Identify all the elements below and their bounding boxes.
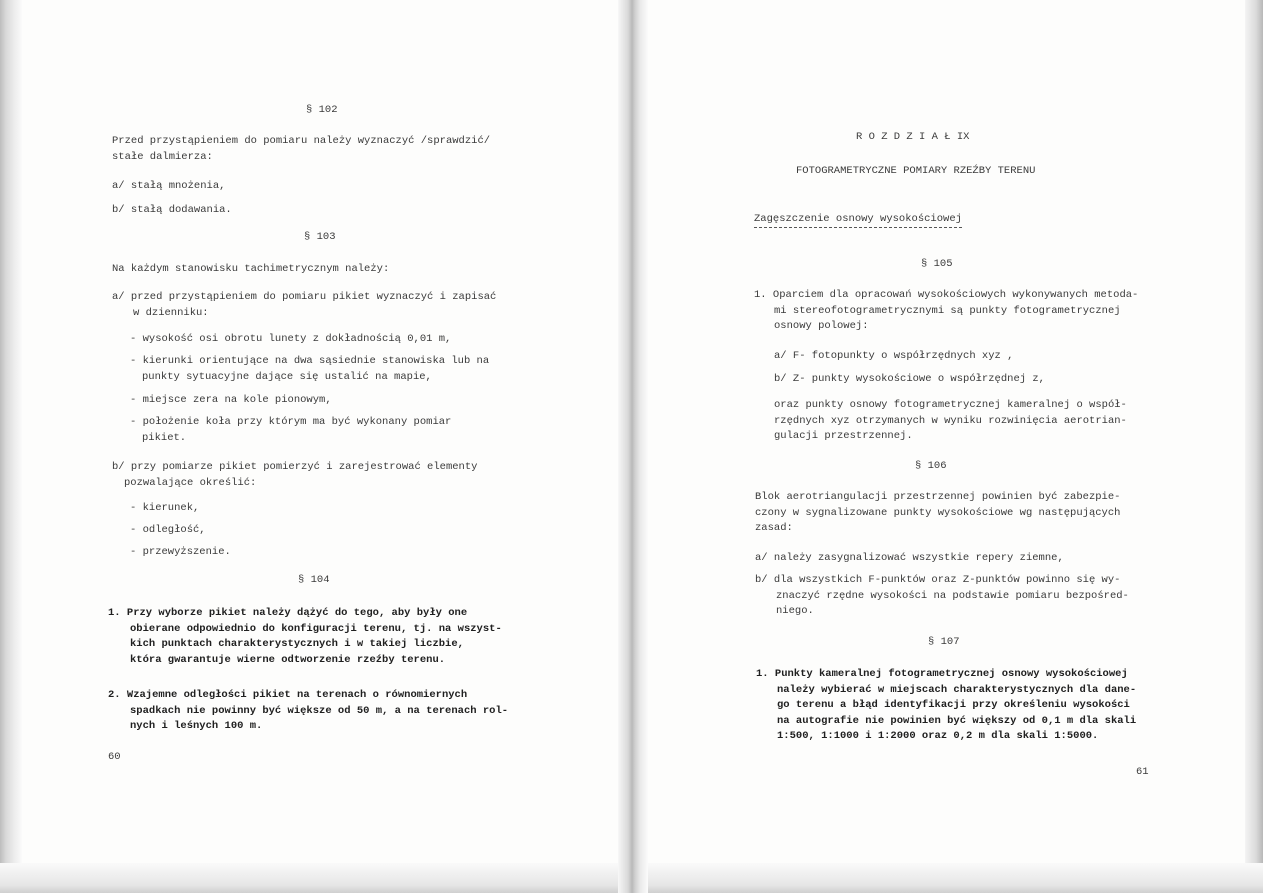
section-106-point-a: a/ należy zasygnalizować wszystkie repery ziemne, <box>755 552 1064 564</box>
section-104-paragraph-2: 2. Wzajemne odległości pikiet na terenach o równomiernych spadkach nie powinny być większe od 50 m, a na terenach rol- nych i leśnych 100 m. <box>108 689 509 732</box>
chapter-heading: R O Z D Z I A Ł IX <box>856 131 970 143</box>
subheading: Zagęszczenie osnowy wysokościowej <box>754 213 962 228</box>
section-104-heading: § 104 <box>298 574 330 586</box>
book-gutter <box>618 0 648 893</box>
section-106-heading: § 106 <box>915 460 947 472</box>
section-103-b-subitem: - kierunek, <box>130 502 200 514</box>
section-103-a-subitem: - położenie koła przy którym ma być wykonany pomiar pikiet. <box>130 416 452 444</box>
right-page <box>648 0 1245 893</box>
section-103-b-subitem: - odległość, <box>130 524 206 536</box>
section-102-item-b: b/ stałą dodawania. <box>112 204 232 216</box>
page-number: 60 <box>108 751 121 763</box>
section-103-heading: § 103 <box>304 231 336 243</box>
section-104-paragraph-1: 1. Przy wyborze pikiet należy dążyć do tego, aby były one obierane odpowiednio do konfiguracji terenu, tj. na wszyst- kich punktach charakterystycznych i w takiej liczbie, która gwarantuje wierne odtworzenie rzeźby terenu. <box>108 607 502 666</box>
section-105-paragraph-1: 1. Oparciem dla opracowań wysokościowych wykonywanych metoda- mi stereofotogrametrycznymi są punkty fotogrametrycznej osnowy polowej: <box>754 289 1139 332</box>
section-103-a-subitem: - miejsce zera na kole pionowym, <box>130 394 332 406</box>
section-103-intro: Na każdym stanowisku tachimetrycznym należy: <box>112 263 390 275</box>
section-102-heading: § 102 <box>306 104 338 116</box>
section-102-intro: Przed przystąpieniem do pomiaru należy wyznaczyć /sprawdzić/ stałe dalmierza: <box>112 135 491 163</box>
section-102-item-a: a/ stałą mnożenia, <box>112 180 226 192</box>
section-103-a-subitem: - wysokość osi obrotu lunety z dokładnością 0,01 m, <box>130 333 452 345</box>
section-107-heading: § 107 <box>928 636 960 648</box>
section-105-paragraph-2: oraz punkty osnowy fotogrametrycznej kameralnej o współ- rzędnych xyz otrzymanych w wyniku rozwinięcia aerotrian- gulacji przestrzennej. <box>774 399 1127 442</box>
section-107-paragraph-1: 1. Punkty kameralnej fotogrametrycznej osnowy wysokościowej należy wybierać w miejscach charakterystycznych dla dane- go terenu a błąd identyfikacji przy określeniu wysokości na autografie nie powinien być większy od 0,1 m dla skali 1:500, 1:1000 i 1:2000 oraz 0,2 m dla skali 1:5000. <box>756 668 1137 742</box>
section-106-intro: Blok aerotriangulacji przestrzennej powinien być zabezpie- czony w sygnalizowane punkty wysokościowe wg następujących zasad: <box>755 491 1121 534</box>
scan-shadow-left <box>0 0 22 893</box>
section-103-point-b: b/ przy pomiarze pikiet pomierzyć i zarejestrować elementy pozwalające określić: <box>112 461 478 489</box>
chapter-title: FOTOGRAMETRYCZNE POMIARY RZEŹBY TERENU <box>796 165 1036 177</box>
left-page <box>22 0 618 893</box>
section-106-point-b: b/ dla wszystkich F-punktów oraz Z-punktów powinno się wy- znaczyć rzędne wysokości na podstawie pomiaru bezpośred- niego. <box>755 574 1129 617</box>
section-105-item-b: b/ Z- punkty wysokościowe o współrzędnej z, <box>774 373 1045 385</box>
section-103-a-subitem: - kierunki orientujące na dwa sąsiednie stanowiska lub na punkty sytuacyjne dające się ustalić na mapie, <box>130 355 490 383</box>
page-number: 61 <box>1136 766 1149 778</box>
section-103-b-subitem: - przewyższenie. <box>130 546 231 558</box>
section-105-heading: § 105 <box>921 258 953 270</box>
section-103-point-a: a/ przed przystąpieniem do pomiaru pikiet wyznaczyć i zapisać w dzienniku: <box>112 291 497 319</box>
section-105-item-a: a/ F- fotopunkty o współrzędnych xyz , <box>774 350 1014 362</box>
scan-shadow-right <box>1245 0 1263 893</box>
